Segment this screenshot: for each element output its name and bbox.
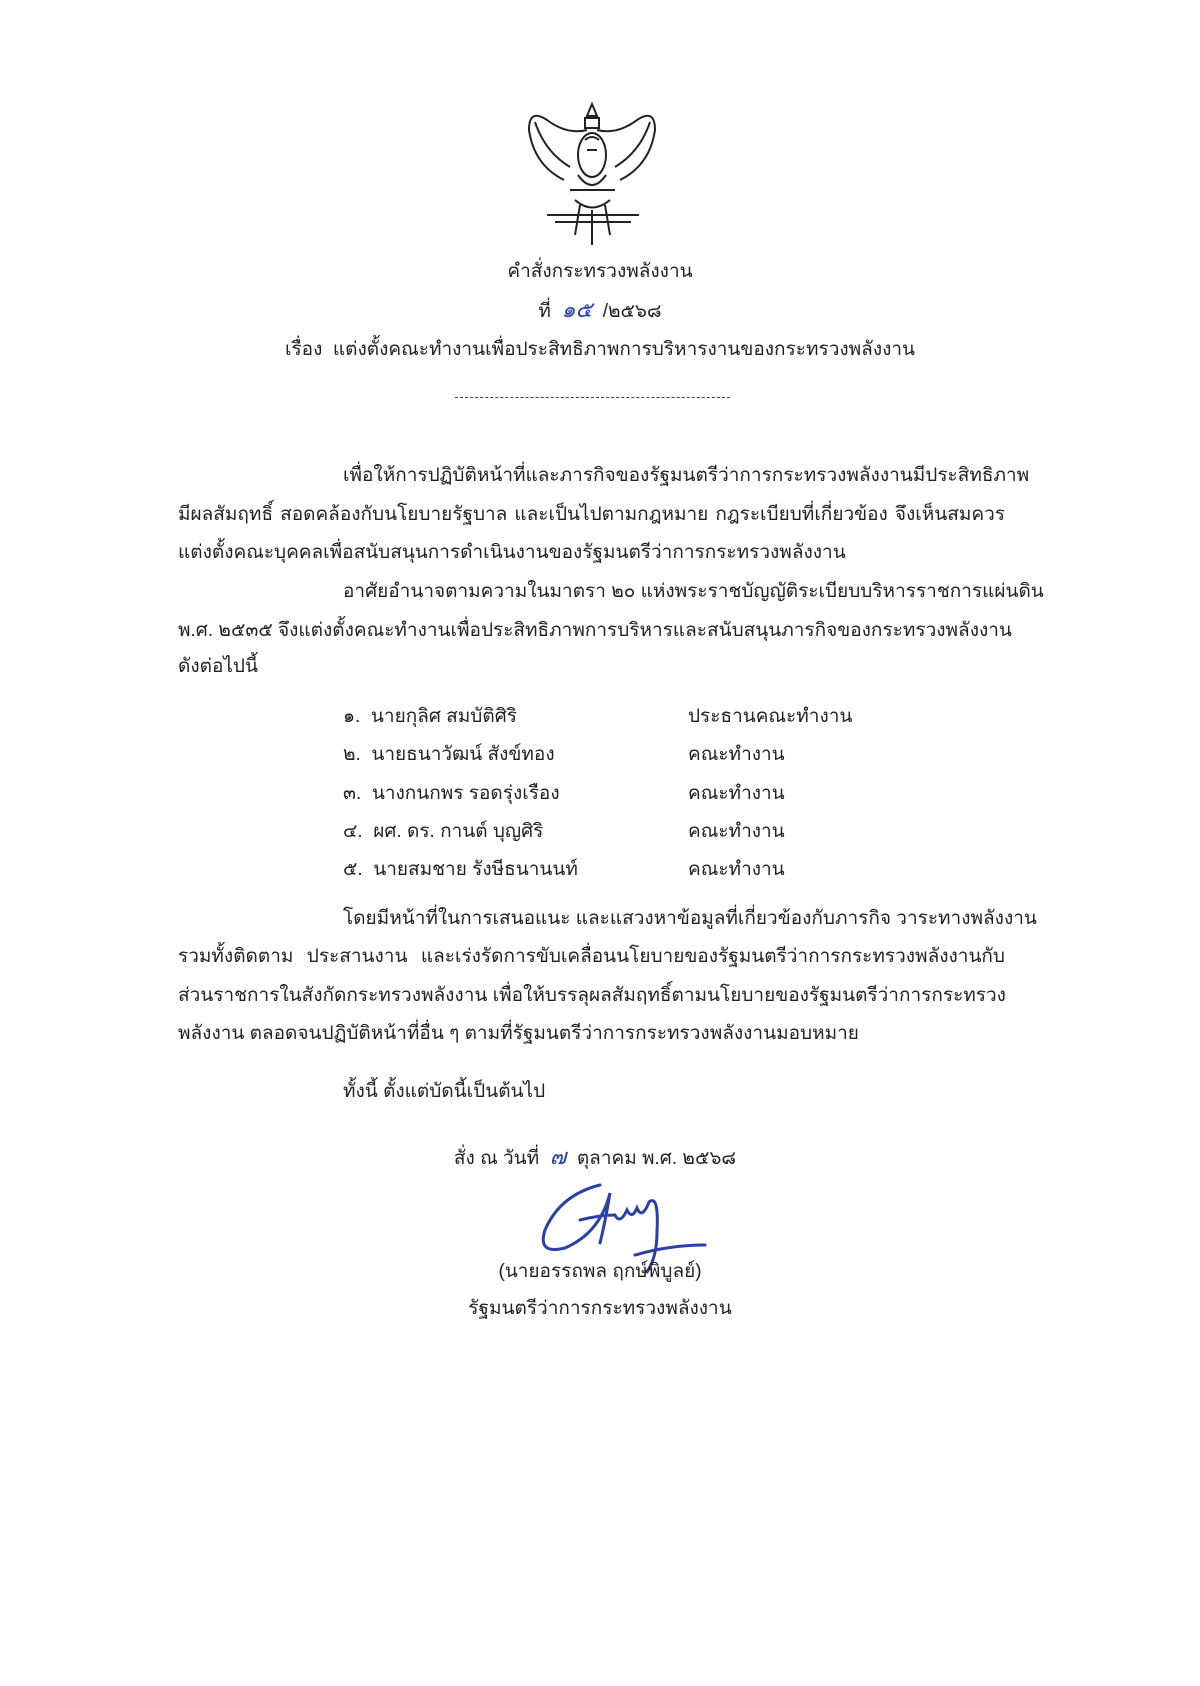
member-name: ผศ. ดร. กานต์ บุญศิริ	[373, 821, 544, 842]
subject-label: เรื่อง	[284, 339, 323, 360]
member-name: นายกุลิศ สมบัติศิริ	[370, 706, 517, 727]
handwritten-number: ๑๕	[561, 297, 593, 322]
effective-statement: ทั้งนี้ ตั้งแต่บัดนี้เป็นต้นไป	[343, 1081, 546, 1102]
member-role: คณะทำงาน	[688, 744, 785, 765]
member-number: ๕.	[343, 859, 363, 880]
signer-name: (นายอรรถพล ฤกษ์พิบูลย์)	[498, 1261, 702, 1282]
paragraph-line: แต่งตั้งคณะบุคคลเพื่อสนับสนุนการดำเนินงานของรัฐมนตรีว่าการกระทรวงพลังงาน	[178, 542, 846, 563]
member-number: ๒.	[343, 744, 361, 765]
date-prefix: สั่ง ณ วันที่	[453, 1148, 540, 1169]
paragraph-line: พลังงาน ตลอดจนปฏิบัติหน้าที่อื่น ๆ ตามที่รัฐมนตรีว่าการกระทรวงพลังงานมอบหมาย	[178, 1023, 859, 1044]
order-date	[0, 1139, 1190, 1174]
member-role: ประธานคณะทำงาน	[688, 706, 853, 727]
member-role: คณะทำงาน	[688, 821, 785, 842]
number-year: /๒๕๖๘	[602, 301, 662, 322]
member-name: นางกนกพร รอดรุ่งเรือง	[371, 783, 560, 804]
date-rest: ตุลาคม พ.ศ. ๒๕๖๘	[576, 1148, 737, 1169]
signer-title: รัฐมนตรีว่าการกระทรวงพลังงาน	[468, 1298, 732, 1319]
paragraph-line: อาศัยอำนาจตามความในมาตรา ๒๐ แห่งพระราชบัญญัติระเบียบบริหารราชการแผ่นดิน	[343, 581, 1044, 602]
number-prefix: ที่	[538, 301, 551, 322]
handwritten-day: ๗	[549, 1144, 567, 1169]
document-number	[0, 292, 1200, 327]
subject-text: แต่งตั้งคณะทำงานเพื่อประสิทธิภาพการบริหารงานของกระทรวงพลังงาน	[332, 339, 916, 360]
member-number: ๑.	[343, 706, 361, 727]
paragraph-line: โดยมีหน้าที่ในการเสนอแนะ และแสวงหาข้อมูลที่เกี่ยวข้องกับภารกิจ วาระทางพลังงาน	[343, 908, 1037, 929]
garuda-emblem-icon	[525, 100, 660, 248]
member-number: ๓.	[343, 783, 362, 804]
member-role: คณะทำงาน	[688, 859, 785, 880]
divider	[455, 397, 730, 398]
document-title: คำสั่งกระทรวงพลังงาน	[507, 261, 693, 282]
subject-line	[0, 334, 1200, 364]
member-name: นายสมชาย รังษีธนานนท์	[373, 859, 578, 880]
paragraph-line: ส่วนราชการในสังกัดกระทรวงพลังงาน เพื่อให้บรรลุผลสัมฤทธิ์ตามนโยบายของรัฐมนตรีว่าการกระทรวง	[178, 985, 1006, 1006]
paragraph-line: มีผลสัมฤทธิ์ สอดคล้องกับนโยบายรัฐบาล และเป็นไปตามกฎหมาย กฎระเบียบที่เกี่ยวข้อง จึงเห็นสมควร	[178, 504, 1005, 525]
paragraph-line: รวมทั้งติดตาม ประสานงาน และเร่งรัดการขับเคลื่อนนโยบายของรัฐมนตรีว่าการกระทรวงพลังงานกับ	[178, 946, 1005, 967]
member-role: คณะทำงาน	[688, 783, 785, 804]
paragraph-line: เพื่อให้การปฏิบัติหน้าที่และภารกิจของรัฐมนตรีว่าการกระทรวงพลังงานมีประสิทธิภาพ	[343, 465, 1030, 486]
member-number: ๔.	[343, 821, 363, 842]
paragraph-line: ดังต่อไปนี้	[178, 656, 258, 677]
paragraph-line: พ.ศ. ๒๕๓๕ จึงแต่งตั้งคณะทำงานเพื่อประสิทธิภาพการบริหารและสนับสนุนภารกิจของกระทรวงพลังงาน	[178, 620, 1012, 641]
member-name: นายธนาวัฒน์ สังข์ทอง	[371, 744, 555, 765]
